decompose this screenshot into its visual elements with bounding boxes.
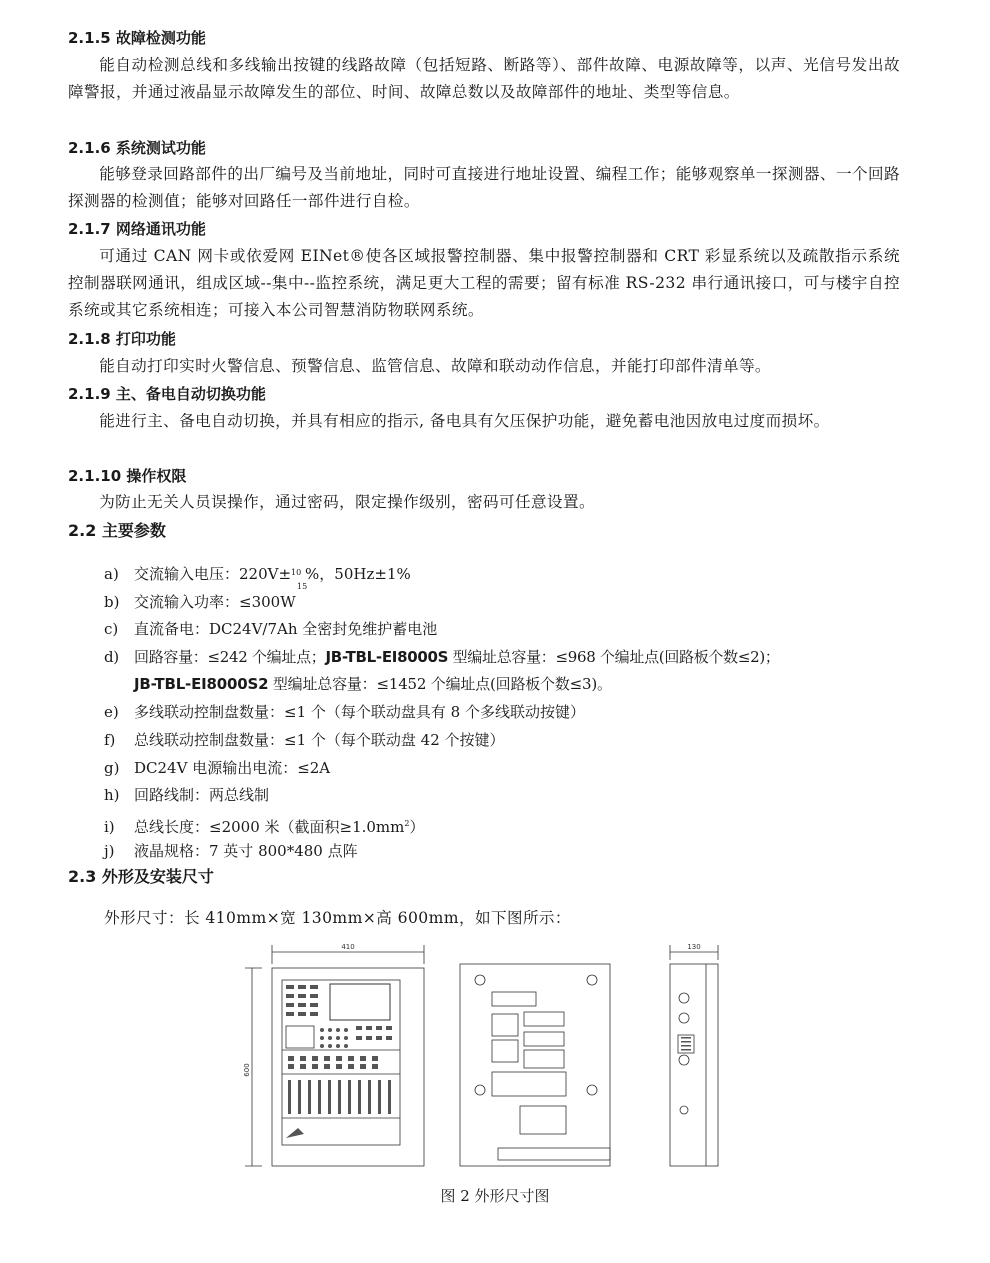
para-2-1-10: 为防止无关人员误操作，通过密码，限定操作级别，密码可任意设置。 <box>99 493 595 511</box>
param-label: e) <box>104 703 119 721</box>
param-item-i <box>104 810 904 841</box>
figure-caption: 图 2 外形尺寸图 <box>440 1187 550 1205</box>
param-item-d <box>104 644 904 671</box>
para-2-1-5: 能自动检测总线和多线输出按键的线路故障（包括短路、断路等）、部件故障、电源故障等，以声、光信号发出故障警报，并通过液晶显示故障发生的部位、时间、故障总数以及故障部件的地址、类型等信息。 <box>68 56 900 101</box>
dimension-drawing <box>240 940 720 1170</box>
param-item-e <box>104 699 904 726</box>
param-label: g) <box>104 759 120 777</box>
param-item-c <box>104 616 904 643</box>
width-dimension-label: 410 <box>341 943 355 951</box>
param-label: i) <box>104 818 115 836</box>
param-item-b <box>104 589 904 616</box>
side-view <box>670 945 718 1166</box>
param-text: 多线联动控制盘数量：≤1 个（每个联动盘具有 8 个多线联动按键） <box>134 703 585 721</box>
dims-body: 外形尺寸：长 410mm×宽 130mm×高 600mm，如下图所示： <box>104 909 571 927</box>
param-text-3: 型编址总容量：≤1452 个编址点(回路板个数≤3)。 <box>268 675 612 693</box>
param-text: 交流输入电压：220V± <box>134 565 292 583</box>
param-text: 总线联动控制盘数量：≤1 个（每个联动盘 42 个按键） <box>134 731 505 749</box>
para-2-1-6: 能够登录回路部件的出厂编号及当前地址，同时可直接进行地址设置、编程工作；能够观察单一探测器、一个回路探测器的检测值；能够对回路任一部件进行自检。 <box>68 165 900 210</box>
para-2-1-7: 可通过 CAN 网卡或依爱网 EINet®使各区域报警控制器、集中报警控制器和 CRT 彩显系统以及疏散指示系统控制器联网通讯，组成区域--集中--监控系统，满足更大工程的需要；留有标准 RS-232 串行通讯接口，可与楼宇自控系统或其它系统相连；可接入本公司智慧消防物联网系统。 <box>68 247 900 319</box>
para-2-1-9: 能进行主、备电自动切换，并具有相应的指示, 备电具有欠压保护功能，避免蓄电池因放电过度而损坏。 <box>99 412 830 430</box>
param-sub: 15 <box>297 582 308 591</box>
heading-2-1-6: 2.1.6 系统测试功能 <box>68 139 206 157</box>
heading-2-1-9: 2.1.9 主、备电自动切换功能 <box>68 385 266 403</box>
heading-2-1-7: 2.1.7 网络通讯功能 <box>68 220 206 238</box>
param-item-g <box>104 755 904 782</box>
param-item-j <box>104 838 904 865</box>
param-label: a) <box>104 565 119 583</box>
heading-2-1-10: 2.1.10 操作权限 <box>68 467 187 485</box>
heading-2-2: 2.2 主要参数 <box>68 521 166 540</box>
param-label: f) <box>104 731 116 749</box>
model-name-s: JB-TBL-EI8000S <box>325 648 449 666</box>
param-text: 回路线制：两总线制 <box>134 786 270 804</box>
param-text: 总线长度：≤2000 米（截面积≥1.0mm <box>134 818 405 836</box>
depth-dimension-label: 130 <box>687 943 701 951</box>
param-text: 回路容量：≤242 个编址点； <box>134 648 326 666</box>
param-label: d) <box>104 648 119 666</box>
param-text-post: %，50Hz±1% <box>305 565 411 583</box>
param-item-f <box>104 727 904 754</box>
para-2-1-8: 能自动打印实时火警信息、预警信息、监管信息、故障和联动动作信息，并能打印部件清单等。 <box>99 357 771 375</box>
param-item-d-cont <box>134 671 612 698</box>
param-text: DC24V 电源输出电流：≤2A <box>134 759 331 777</box>
param-label: b) <box>104 593 120 611</box>
param-item-a <box>104 561 904 591</box>
heading-2-3: 2.3 外形及安装尺寸 <box>68 867 214 886</box>
height-dimension-label: 600 <box>243 1063 251 1077</box>
front-view <box>245 945 424 1166</box>
heading-2-1-5: 2.1.5 故障检测功能 <box>68 29 206 47</box>
front-panel-buttons <box>286 985 392 1138</box>
param-item-h <box>104 782 904 809</box>
param-text-post: ） <box>409 818 425 836</box>
param-sup: 10 <box>291 568 302 577</box>
param-label: c) <box>104 620 119 638</box>
param-text: 直流备电：DC24V/7Ah 全密封免维护蓄电池 <box>134 620 438 638</box>
param-text-2: 型编址总容量：≤968 个编址点(回路板个数≤2)； <box>448 648 780 666</box>
param-label: j) <box>104 842 115 860</box>
param-text: 液晶规格：7 英寸 800*480 点阵 <box>134 842 358 860</box>
side-view-vents <box>681 1037 691 1051</box>
model-name-s2: JB-TBL-EI8000S2 <box>134 675 269 693</box>
param-label: h) <box>104 786 120 804</box>
back-view <box>460 964 610 1166</box>
param-sup: 2 <box>404 819 410 828</box>
param-text: 交流输入功率：≤300W <box>134 593 296 611</box>
heading-2-1-8: 2.1.8 打印功能 <box>68 330 176 348</box>
